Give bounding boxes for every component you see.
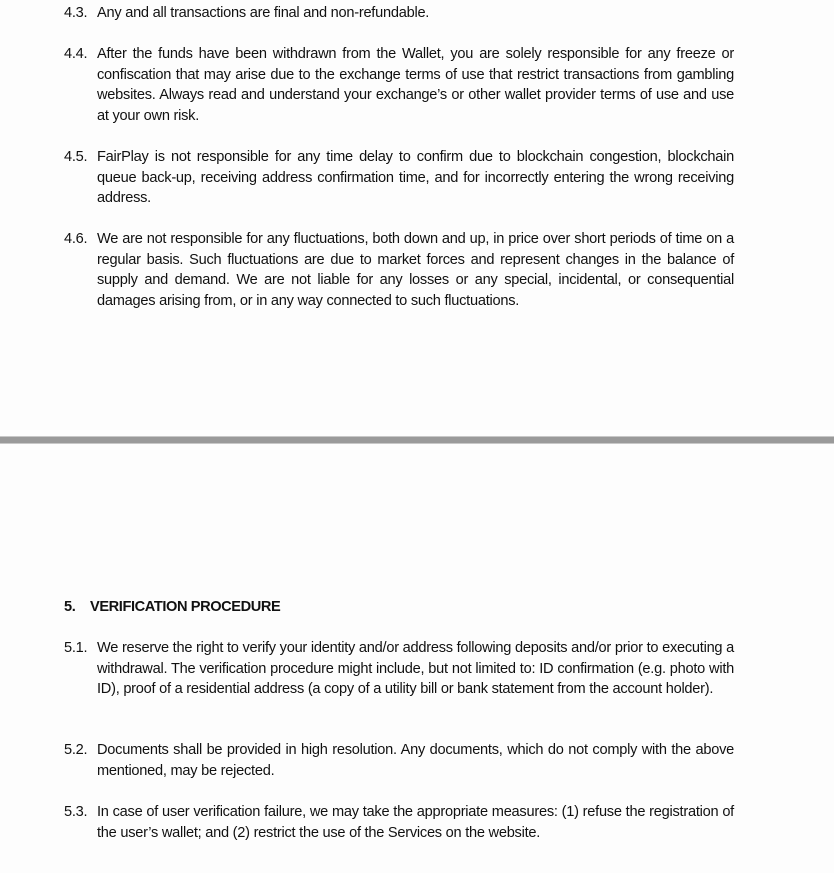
clause-text: We reserve the right to verify your identity and/or address following deposits and/or prior to executing a withdrawal. The verification procedure might include, but not limited to: ID confirmation (e.g. photo with ID), proof of a residential address (a copy of a utility bill or bank statement from the account holder). [97, 640, 734, 698]
clause-4-6 [64, 229, 734, 311]
page-break-divider [0, 436, 834, 444]
document-page-top [0, 0, 834, 436]
clause-number: 4.4. [64, 46, 88, 62]
section-title: VERIFICATION PROCEDURE [90, 599, 281, 615]
clause-5-1 [64, 638, 734, 700]
clause-text: In case of user verification failure, we may take the appropriate measures: (1) refuse the registration of the user’s wallet; and (2) restrict the use of the Services on the website. [97, 804, 734, 841]
clause-4-5 [64, 147, 734, 209]
section-heading-verification [64, 597, 280, 617]
clause-5-2 [64, 740, 734, 781]
clause-number: 4.5. [64, 149, 88, 165]
clause-4-3 [64, 3, 734, 24]
clause-text: FairPlay is not responsible for any time delay to confirm due to blockchain congestion, blockchain queue back-up, receiving address confirmation time, and for incorrectly entering the wrong receiving address. [97, 149, 734, 207]
clause-text: After the funds have been withdrawn from the Wallet, you are solely responsible for any freeze or confiscation that may arise due to the exchange terms of use that restrict transactions from gambling websites. Always read and understand your exchange’s or other wallet provider terms of use and use at your own risk. [97, 46, 734, 124]
clause-5-3 [64, 802, 734, 843]
clause-number: 5.2. [64, 742, 88, 758]
clause-number: 4.3. [64, 5, 88, 21]
clause-number: 5.3. [64, 804, 88, 820]
clause-text: We are not responsible for any fluctuations, both down and up, in price over short periods of time on a regular basis. Such fluctuations are due to market forces and represent changes in the balance of supply and demand. We are not liable for any losses or any special, incidental, or consequential damages arising from, or in any way connected to such fluctuations. [97, 231, 734, 309]
clause-text: Any and all transactions are final and non-refundable. [97, 5, 430, 21]
clause-number: 4.6. [64, 231, 88, 247]
clause-text: Documents shall be provided in high resolution. Any documents, which do not comply with the above mentioned, may be rejected. [97, 742, 734, 779]
clause-4-4 [64, 44, 734, 126]
clause-number: 5.1. [64, 640, 88, 656]
section-number: 5. [64, 599, 76, 615]
